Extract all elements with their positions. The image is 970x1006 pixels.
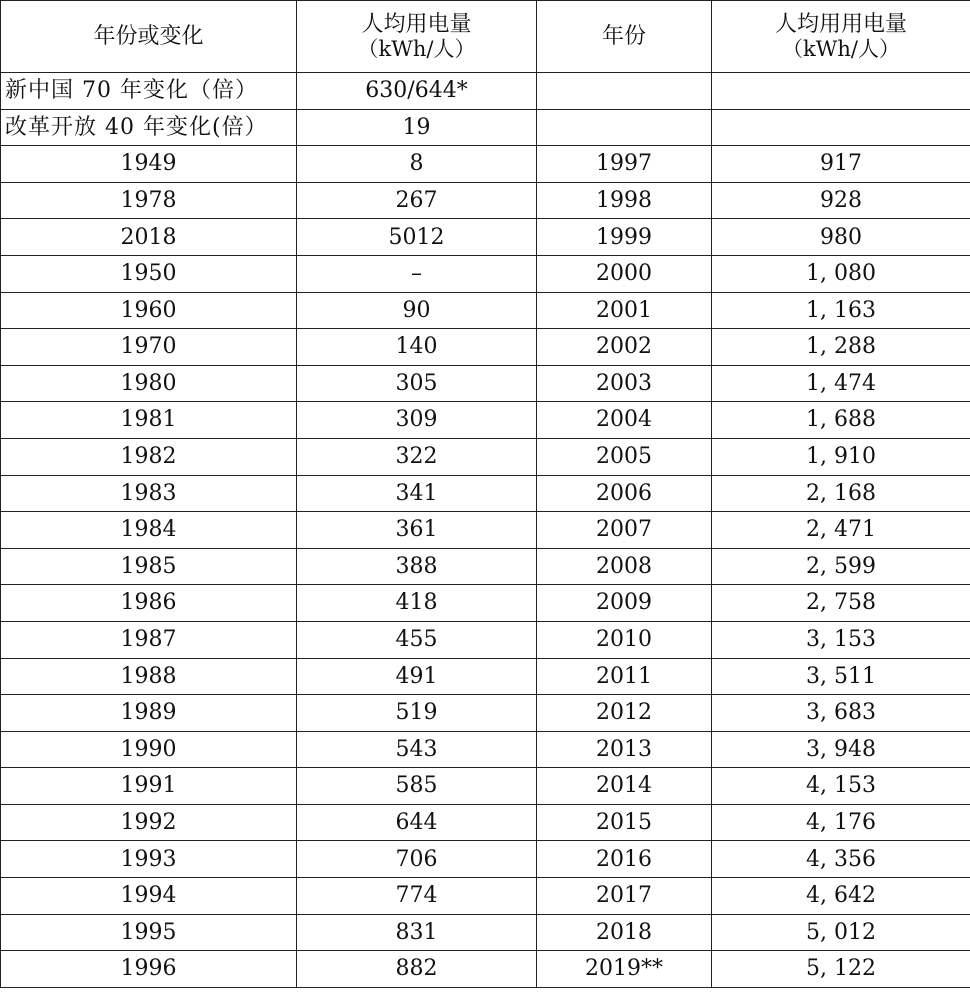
table-row: [1, 73, 970, 110]
cell-per-capita-left: 140: [297, 329, 537, 366]
cell-per-capita-right: 1, 688: [712, 402, 970, 439]
header-row: [1, 1, 970, 73]
cell-year-or-change: 2018: [1, 219, 297, 256]
cell-year-or-change: 1989: [1, 695, 297, 732]
table-row: [1, 255, 970, 292]
table-row: [1, 841, 970, 878]
cell-year: 2010: [537, 621, 712, 658]
cell-per-capita-left: 455: [297, 621, 537, 658]
table-row: [1, 146, 970, 183]
cell-per-capita-right: 2, 758: [712, 585, 970, 622]
cell-per-capita-left: 361: [297, 512, 537, 549]
cell-per-capita-right: 4, 356: [712, 841, 970, 878]
cell-per-capita-left: 585: [297, 768, 537, 805]
cell-per-capita-left: 882: [297, 951, 537, 988]
table-header: [1, 1, 970, 73]
cell-year-or-change: 1987: [1, 621, 297, 658]
table-row: [1, 182, 970, 219]
cell-year: 2009: [537, 585, 712, 622]
cell-year-or-change: 1991: [1, 768, 297, 805]
cell-per-capita-right: 928: [712, 182, 970, 219]
cell-per-capita-right: 3, 948: [712, 731, 970, 768]
cell-year-or-change: 1978: [1, 182, 297, 219]
table-row: [1, 951, 970, 988]
cell-year: [537, 73, 712, 110]
cell-year-or-change: 1994: [1, 878, 297, 915]
cell-per-capita-right: 2, 599: [712, 548, 970, 585]
cell-year-or-change: 1970: [1, 329, 297, 366]
table-row: [1, 365, 970, 402]
cell-per-capita-left: 519: [297, 695, 537, 732]
cell-per-capita-right: 4, 642: [712, 878, 970, 915]
cell-per-capita-left: 831: [297, 914, 537, 951]
cell-year: 2014: [537, 768, 712, 805]
cell-per-capita-left: 543: [297, 731, 537, 768]
table-row: [1, 475, 970, 512]
cell-year: 2008: [537, 548, 712, 585]
cell-year-or-change: 1960: [1, 292, 297, 329]
cell-year-or-change: 1980: [1, 365, 297, 402]
cell-per-capita-left: 706: [297, 841, 537, 878]
header-year: 年份: [537, 1, 712, 73]
cell-per-capita-right: 5, 122: [712, 951, 970, 988]
cell-year-or-change: 改革开放 40 年变化(倍）: [1, 109, 297, 146]
cell-per-capita-left: 630/644*: [297, 73, 537, 110]
cell-per-capita-right: 1, 080: [712, 255, 970, 292]
cell-year-or-change: 1988: [1, 658, 297, 695]
cell-year: 1999: [537, 219, 712, 256]
cell-per-capita-right: 5, 012: [712, 914, 970, 951]
cell-per-capita-right: 917: [712, 146, 970, 183]
cell-per-capita-right: [712, 73, 970, 110]
cell-per-capita-right: 2, 471: [712, 512, 970, 549]
table-body: [1, 73, 970, 988]
table-row: [1, 329, 970, 366]
cell-year-or-change: 1993: [1, 841, 297, 878]
header-per-capita-electricity-left: [297, 1, 537, 73]
header-right-title: 人均用用电量: [774, 11, 907, 37]
header-left-unit: （kWh/人）: [357, 37, 476, 62]
cell-year: 2005: [537, 438, 712, 475]
cell-per-capita-left: –: [297, 255, 537, 292]
cell-year: 2002: [537, 329, 712, 366]
cell-per-capita-right: 4, 176: [712, 804, 970, 841]
cell-per-capita-left: 267: [297, 182, 537, 219]
cell-per-capita-left: 322: [297, 438, 537, 475]
cell-year: 2012: [537, 695, 712, 732]
cell-per-capita-left: 774: [297, 878, 537, 915]
table-row: [1, 731, 970, 768]
cell-year: 2016: [537, 841, 712, 878]
cell-year: 2006: [537, 475, 712, 512]
table-row: [1, 438, 970, 475]
cell-year: 2018: [537, 914, 712, 951]
cell-per-capita-left: 644: [297, 804, 537, 841]
cell-per-capita-left: 388: [297, 548, 537, 585]
cell-year-or-change: 1992: [1, 804, 297, 841]
cell-per-capita-left: 19: [297, 109, 537, 146]
cell-per-capita-right: 1, 910: [712, 438, 970, 475]
table-row: [1, 804, 970, 841]
cell-per-capita-right: 1, 474: [712, 365, 970, 402]
table-row: [1, 585, 970, 622]
cell-per-capita-left: 90: [297, 292, 537, 329]
cell-year-or-change: 1982: [1, 438, 297, 475]
cell-per-capita-left: 309: [297, 402, 537, 439]
cell-per-capita-right: [712, 109, 970, 146]
cell-per-capita-right: 980: [712, 219, 970, 256]
table-row: [1, 219, 970, 256]
cell-per-capita-left: 491: [297, 658, 537, 695]
cell-per-capita-right: 3, 683: [712, 695, 970, 732]
cell-year: 2011: [537, 658, 712, 695]
cell-per-capita-right: 1, 163: [712, 292, 970, 329]
cell-per-capita-right: 2, 168: [712, 475, 970, 512]
table-row: [1, 914, 970, 951]
cell-year: 2007: [537, 512, 712, 549]
table-row: [1, 695, 970, 732]
table-row: [1, 548, 970, 585]
cell-per-capita-right: 1, 288: [712, 329, 970, 366]
header-per-capita-electricity-right: [712, 1, 970, 73]
table-row: [1, 878, 970, 915]
cell-year: 2000: [537, 255, 712, 292]
cell-year: 2001: [537, 292, 712, 329]
cell-year-or-change: 1949: [1, 146, 297, 183]
cell-per-capita-left: 305: [297, 365, 537, 402]
cell-year-or-change: 1995: [1, 914, 297, 951]
header-year-or-change: 年份或变化: [1, 1, 297, 73]
cell-per-capita-right: 3, 153: [712, 621, 970, 658]
cell-year: 2019**: [537, 951, 712, 988]
table-row: [1, 109, 970, 146]
cell-per-capita-right: 3, 511: [712, 658, 970, 695]
cell-year: 2003: [537, 365, 712, 402]
cell-year: [537, 109, 712, 146]
cell-year-or-change: 1981: [1, 402, 297, 439]
header-right-unit: （kWh/人）: [782, 37, 900, 62]
table-row: [1, 402, 970, 439]
cell-year: 1998: [537, 182, 712, 219]
cell-per-capita-left: 418: [297, 585, 537, 622]
cell-year-or-change: 1986: [1, 585, 297, 622]
cell-year-or-change: 1996: [1, 951, 297, 988]
cell-year: 2015: [537, 804, 712, 841]
cell-per-capita-right: 4, 153: [712, 768, 970, 805]
cell-year-or-change: 新中国 70 年变化（倍）: [1, 73, 297, 110]
table-row: [1, 621, 970, 658]
cell-per-capita-left: 5012: [297, 219, 537, 256]
table-row: [1, 768, 970, 805]
cell-year-or-change: 1984: [1, 512, 297, 549]
cell-year-or-change: 1950: [1, 255, 297, 292]
cell-year: 1997: [537, 146, 712, 183]
table-row: [1, 292, 970, 329]
cell-per-capita-left: 8: [297, 146, 537, 183]
cell-per-capita-left: 341: [297, 475, 537, 512]
cell-year-or-change: 1983: [1, 475, 297, 512]
cell-year: 2013: [537, 731, 712, 768]
cell-year-or-change: 1985: [1, 548, 297, 585]
cell-year: 2004: [537, 402, 712, 439]
header-left-title: 人均用电量: [361, 11, 472, 37]
table-row: [1, 658, 970, 695]
cell-year-or-change: 1990: [1, 731, 297, 768]
table-row: [1, 512, 970, 549]
cell-year: 2017: [537, 878, 712, 915]
